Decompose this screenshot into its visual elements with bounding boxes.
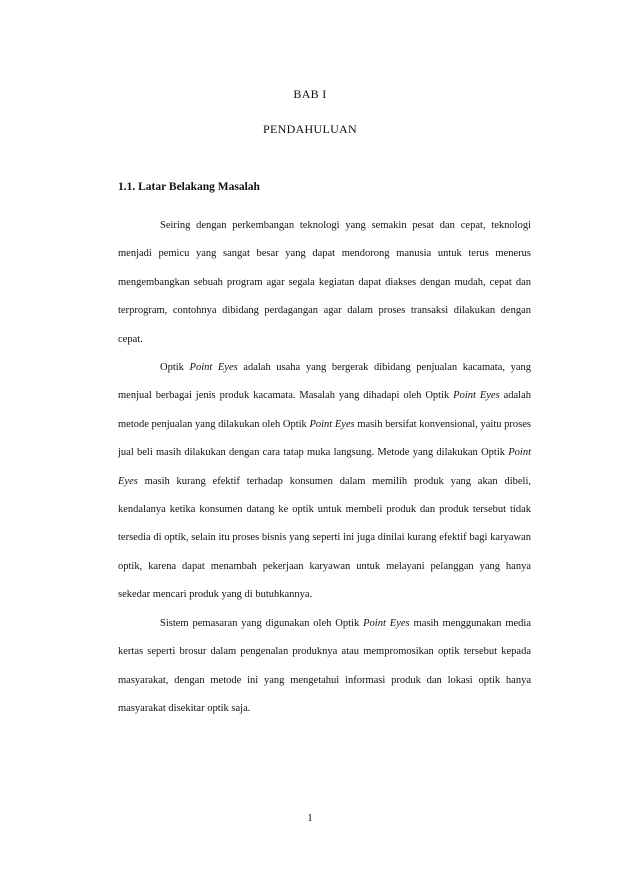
text-run: adalah metode penjualan yang dilakukan oleh Optik bbox=[118, 390, 531, 430]
italic-term: Point Eyes bbox=[363, 617, 410, 629]
chapter-number: BAB I bbox=[293, 87, 327, 101]
paragraph-1: Seiring dengan perkembangan teknologi yang semakin pesat dan cepat, teknologi menjadi pemicu yang sangat besar yang dapat mendorong manusia untuk terus menerus mengembangkan sebuah program agar segala kegiatan dapat diakses dengan mudah, cepat dan terprogram, contohnya dibidang perdagangan agar dalam proses transaksi dilakukan dengan cepat. bbox=[118, 220, 531, 345]
italic-term: Point Eyes bbox=[189, 362, 238, 374]
text-run: Optik bbox=[160, 362, 190, 374]
paragraph-3 bbox=[118, 610, 531, 724]
text-run: masih menggunakan media kertas seperti brosur dalam pengenalan produknya atau mempromosikan optik tersebut kepada masyarakat, dengan metode ini yang mengetahui informasi produk dan lokasi optik hanya masyarakat disekitar optik saja. bbox=[118, 617, 532, 714]
text-run: masih bersifat konvensional, yaitu proses jual beli masih dilakukan dengan cara tatap muka langsung. Metode yang dilakukan Optik bbox=[118, 418, 531, 459]
paragraph-2 bbox=[118, 354, 531, 610]
italic-term: Point Eyes bbox=[453, 390, 500, 402]
section-heading: 1.1. Latar Belakang Masalah bbox=[118, 181, 260, 193]
italic-term: Point Eyes bbox=[118, 447, 531, 487]
text-run: adalah usaha yang bergerak dibidang penjualan kacamata, yang menjual berbagai jenis produk kacamata. Masalah yang dihadapi oleh Optik bbox=[118, 362, 531, 402]
text-run: masih kurang efektif terhadap konsumen dalam memilih produk yang akan dibeli, kendalanya ketika konsumen datang ke optik untuk membeli produk dan produk tersebut tidak tersedia di optik, selain itu proses bisnis yang seperti ini juga dinilai kurang efektif bagi karyawan optik, karena dapat menambah pekerjaan karyawan untuk melayani pelanggan yang hanya sekedar mencari produk yang di butuhkannya. bbox=[118, 475, 531, 601]
italic-term: Point Eyes bbox=[309, 418, 355, 430]
body-text bbox=[118, 212, 531, 723]
chapter-title: PENDAHULUAN bbox=[263, 122, 357, 136]
page-number: 1 bbox=[307, 812, 313, 824]
text-run: Sistem pemasaran yang digunakan oleh Optik bbox=[160, 617, 364, 629]
